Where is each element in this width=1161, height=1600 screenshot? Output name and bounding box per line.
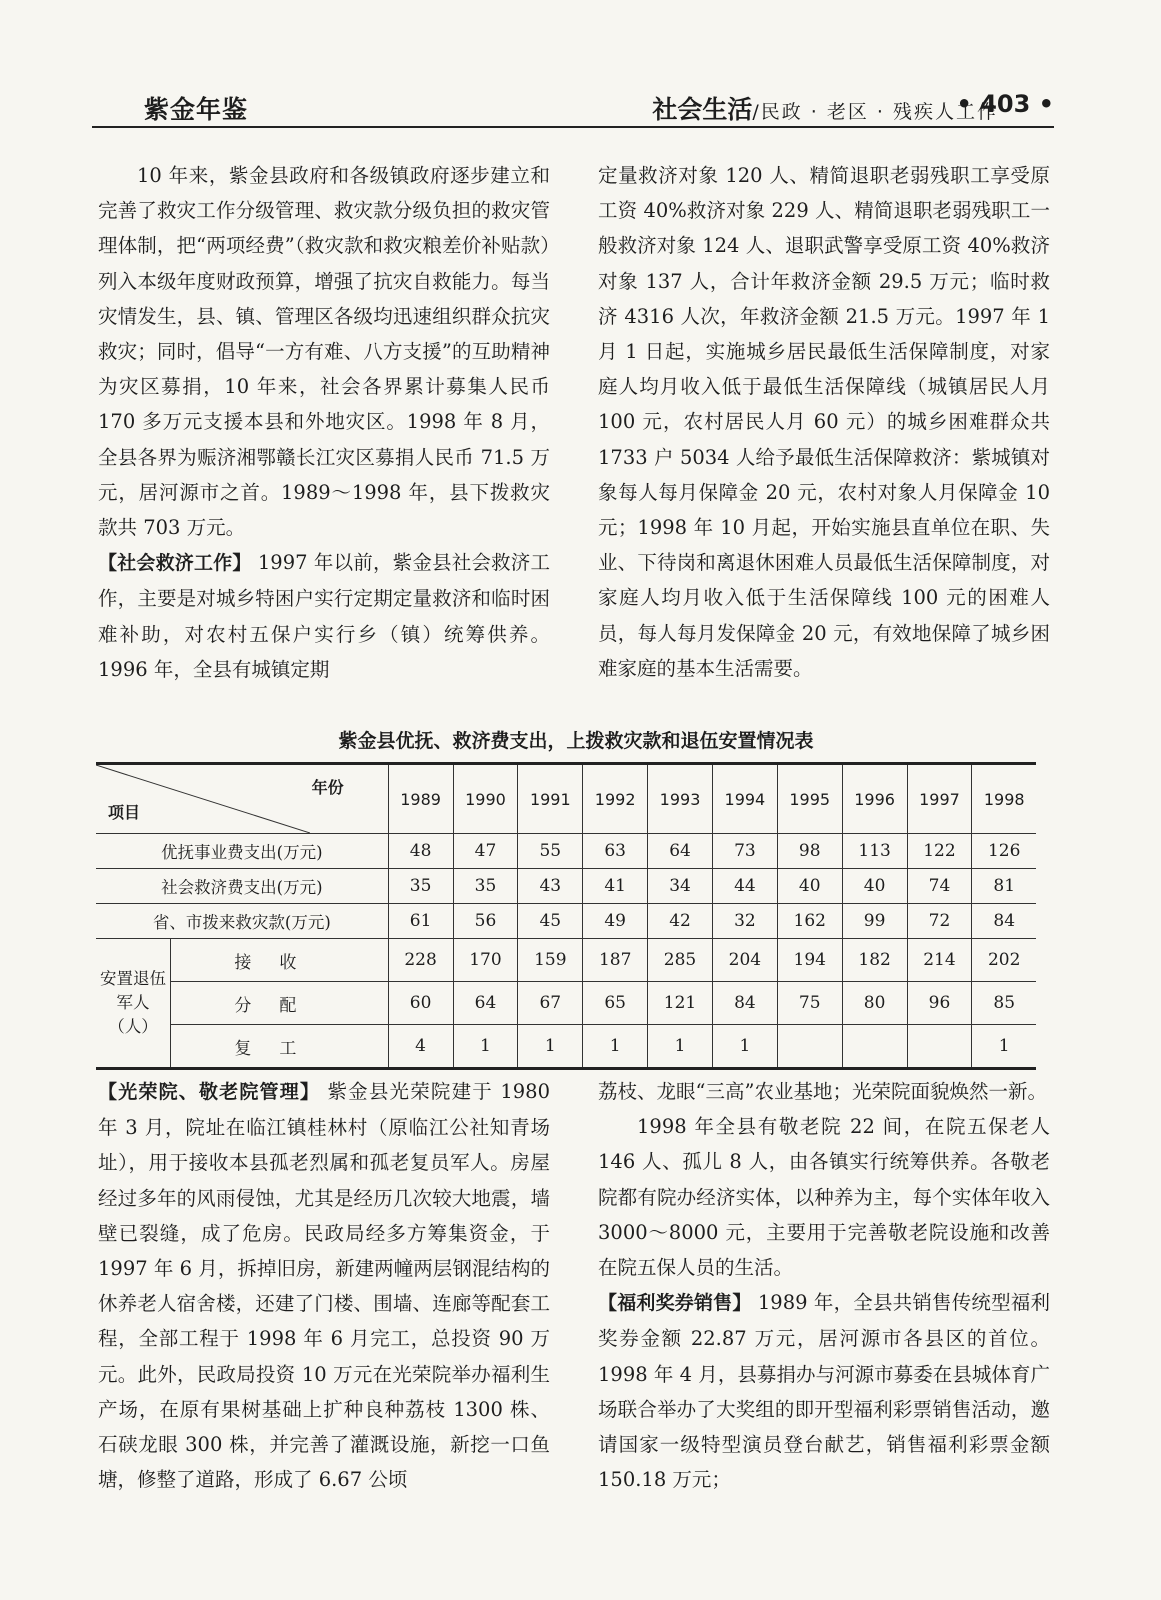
year-header: 1995 — [777, 764, 842, 834]
section-title — [652, 90, 998, 126]
table-cell: 1 — [453, 1025, 518, 1069]
column-bottom-right — [598, 1074, 1050, 1497]
table-cell: 84 — [712, 982, 777, 1025]
table-cell: 67 — [518, 982, 583, 1025]
table-cell: 80 — [842, 982, 907, 1025]
row-label: 接收 — [171, 939, 389, 982]
year-header: 1998 — [972, 764, 1036, 834]
table-header-row — [96, 764, 1036, 834]
social-relief-continued: 定量救济对象 120 人、精简退职老弱残职工享受原工资 40%救济对象 229 人、精简退职老弱残职工一般救济对象 124 人、退职武警享受原工资 40%救济对象 137 人，合计年救济金额 29.5 万元；临时救济 4316 人次，年救济金额 21.5 万元。1997 年 1 月 1 日起，实施城乡居民最低生活保障制度，对家庭人均月收入低于最低生活保障线（城镇居民人月 100 元，农村居民人月 60 元）的城乡困难群众共 1733 户 5034 人给予最低生活保障救济：紫城镇对象每人每月保障金 20 元，农村对象人月保障金 10 元；1998 年 10 月起，开始实施县直单位在职、失业、下待岗和离退休困难人员最低生活保障制度，对家庭人均月收入低于生活保障线 100 元的困难人员，每人每月发保障金 20 元，有效地保障了城乡困难家庭的基本生活需要。 — [598, 164, 1050, 680]
table-cell: 214 — [907, 939, 972, 982]
section-heading-lottery: 【福利奖券销售】 — [598, 1292, 752, 1315]
table-cell: 47 — [453, 834, 518, 869]
corner-item-label: 项目 — [108, 803, 141, 822]
table-cell: 182 — [842, 939, 907, 982]
table-cell — [777, 1025, 842, 1069]
nursing-home-paragraph: 1998 年全县有敬老院 22 间，在院五保老人 146 人、孤儿 8 人，由各镇实行统筹供养。各敬老院都有院办经济实体，以种养为主，每个实体年收入 3000～8000 元，主要用于完善敬老院设施和改善在院五保人员的生活。 — [598, 1115, 1050, 1280]
table-cell: 65 — [583, 982, 648, 1025]
corner-year-label: 年份 — [311, 778, 344, 797]
table-cell: 35 — [453, 869, 518, 904]
table-cell: 64 — [453, 982, 518, 1025]
table-cell: 122 — [907, 834, 972, 869]
table-cell: 35 — [388, 869, 453, 904]
table-cell: 121 — [648, 982, 713, 1025]
table-cell: 64 — [648, 834, 713, 869]
table-cell — [907, 1025, 972, 1069]
year-header: 1994 — [712, 764, 777, 834]
table-row — [96, 904, 1036, 939]
table-cell: 202 — [972, 939, 1036, 982]
year-header: 1996 — [842, 764, 907, 834]
table-cell: 41 — [583, 869, 648, 904]
table-cell: 34 — [648, 869, 713, 904]
year-header: 1992 — [583, 764, 648, 834]
table-cell: 45 — [518, 904, 583, 939]
table-title: 紫金县优抚、救济费支出，上拨救灾款和退伍安置情况表 — [338, 730, 814, 752]
table-cell: 63 — [583, 834, 648, 869]
table-row — [96, 1025, 1036, 1069]
table-cell: 61 — [388, 904, 453, 939]
table-cell: 32 — [712, 904, 777, 939]
social-relief-paragraph — [98, 545, 550, 687]
table-cell: 1 — [972, 1025, 1036, 1069]
relief-statistics-table — [96, 762, 1036, 1070]
table-cell — [842, 1025, 907, 1069]
year-header: 1990 — [453, 764, 518, 834]
row-label: 复工 — [171, 1025, 389, 1069]
year-header: 1989 — [388, 764, 453, 834]
yearbook-title: 紫金年鉴 — [144, 95, 249, 124]
table-cell: 48 — [388, 834, 453, 869]
row-label: 省、市拨来救灾款(万元) — [96, 904, 388, 939]
table-cell: 73 — [712, 834, 777, 869]
lottery-paragraph — [598, 1285, 1050, 1497]
table-cell: 72 — [907, 904, 972, 939]
table-corner-cell — [96, 764, 388, 834]
page-number: • 403 • — [956, 90, 1054, 118]
table-cell: 228 — [388, 939, 453, 982]
table-cell: 55 — [518, 834, 583, 869]
section-name: 社会生活 — [652, 95, 753, 124]
table-cell: 4 — [388, 1025, 453, 1069]
honor-home-paragraph — [98, 1074, 550, 1497]
table-cell: 43 — [518, 869, 583, 904]
table-cell: 126 — [972, 834, 1036, 869]
table-cell: 49 — [583, 904, 648, 939]
table-cell: 81 — [972, 869, 1036, 904]
table-cell: 85 — [972, 982, 1036, 1025]
table-cell: 99 — [842, 904, 907, 939]
table-cell: 75 — [777, 982, 842, 1025]
table-cell: 113 — [842, 834, 907, 869]
column-top-left — [98, 158, 550, 687]
table-row — [96, 869, 1036, 904]
row-label: 优抚事业费支出(万元) — [96, 834, 388, 869]
page-header — [92, 84, 1054, 128]
group-label: 安置退伍军人（人） — [96, 939, 171, 1069]
section-subtitle: /民政 · 老区 · 残疾人工作 — [752, 101, 998, 123]
table-cell: 159 — [518, 939, 583, 982]
table-cell: 1 — [518, 1025, 583, 1069]
column-bottom-left — [98, 1074, 550, 1497]
table-cell: 40 — [842, 869, 907, 904]
table-row — [96, 834, 1036, 869]
table-cell: 1 — [583, 1025, 648, 1069]
table-cell: 1 — [712, 1025, 777, 1069]
disaster-relief-paragraph: 10 年来，紫金县政府和各级镇政府逐步建立和完善了救灾工作分级管理、救灾款分级负担的救灾管理体制，把“两项经费”（救灾款和救灾粮差价补贴款）列入本级年度财政预算，增强了抗灾自救能力。每当灾情发生，县、镇、管理区各级均迅速组织群众抗灾救灾；同时，倡导“一方有难、八方支援”的互助精神为灾区募捐，10 年来，社会各界累计募集人民币 170 多万元支援本县和外地灾区。1998 年 8 月，全县各界为赈济湘鄂赣长江灾区募捐人民币 71.5 万元，居河源市之首。1989～1998 年，县下拨救灾款共 703 万元。 — [98, 164, 550, 540]
table-cell: 42 — [648, 904, 713, 939]
lottery-text: 1989 年，全县共销售传统型福利奖券金额 22.87 万元，居河源市各县区的首位。1998 年 4 月，县募捐办与河源市募委在县城体育广场联合举办了大奖组的即开型福利彩票销售活动，邀请国家一级特型演员登台献艺，销售福利彩票金额 150.18 万元； — [598, 1291, 1050, 1492]
honor-home-continued: 荔枝、龙眼“三高”农业基地；光荣院面貌焕然一新。 — [598, 1080, 1047, 1103]
table-cell: 285 — [648, 939, 713, 982]
table-cell: 98 — [777, 834, 842, 869]
table-row — [96, 982, 1036, 1025]
table-cell: 170 — [453, 939, 518, 982]
table-cell: 187 — [583, 939, 648, 982]
table-cell: 60 — [388, 982, 453, 1025]
table-cell: 56 — [453, 904, 518, 939]
column-top-right — [598, 158, 1050, 686]
year-header: 1991 — [518, 764, 583, 834]
table-row — [96, 939, 1036, 982]
year-header: 1993 — [648, 764, 713, 834]
table-cell: 96 — [907, 982, 972, 1025]
row-label: 分配 — [171, 982, 389, 1025]
honor-home-text: 紫金县光荣院建于 1980 年 3 月，院址在临江镇桂林村（原临江公社知青场址），用于接收本县孤老烈属和孤老复员军人。房屋经过多年的风雨侵蚀，尤其是经历几次较大地震，墙壁已裂缝，成了危房。民政局经多方筹集资金，于 1997 年 6 月，拆掉旧房，新建两幢两层钢混结构的休养老人宿舍楼，还建了门楼、围墙、连廊等配套工程，全部工程于 1998 年 6 月完工，总投资 90 万元。此外，民政局投资 10 万元在光荣院举办福利生产场，在原有果树基础上扩种良种荔枝 1300 株、石硖龙眼 300 株，并完善了灌溉设施，新挖一口鱼塘，修整了道路，形成了 6.67 公顷 — [98, 1080, 550, 1492]
table-cell: 84 — [972, 904, 1036, 939]
table-cell: 204 — [712, 939, 777, 982]
section-heading-social-relief: 【社会救济工作】 — [98, 552, 252, 575]
table-cell: 74 — [907, 869, 972, 904]
social-relief-text: 1997 年以前，紫金县社会救济工作，主要是对城乡特困户实行定期定量救济和临时困难补助，对农村五保户实行乡（镇）统筹供养。1996 年，全县有城镇定期 — [98, 551, 550, 681]
table-cell: 40 — [777, 869, 842, 904]
table-cell: 44 — [712, 869, 777, 904]
section-heading-honor-home: 【光荣院、敬老院管理】 — [98, 1081, 321, 1103]
table-cell: 194 — [777, 939, 842, 982]
row-label: 社会救济费支出(万元) — [96, 869, 388, 904]
table-cell: 162 — [777, 904, 842, 939]
year-header: 1997 — [907, 764, 972, 834]
table-cell: 1 — [648, 1025, 713, 1069]
